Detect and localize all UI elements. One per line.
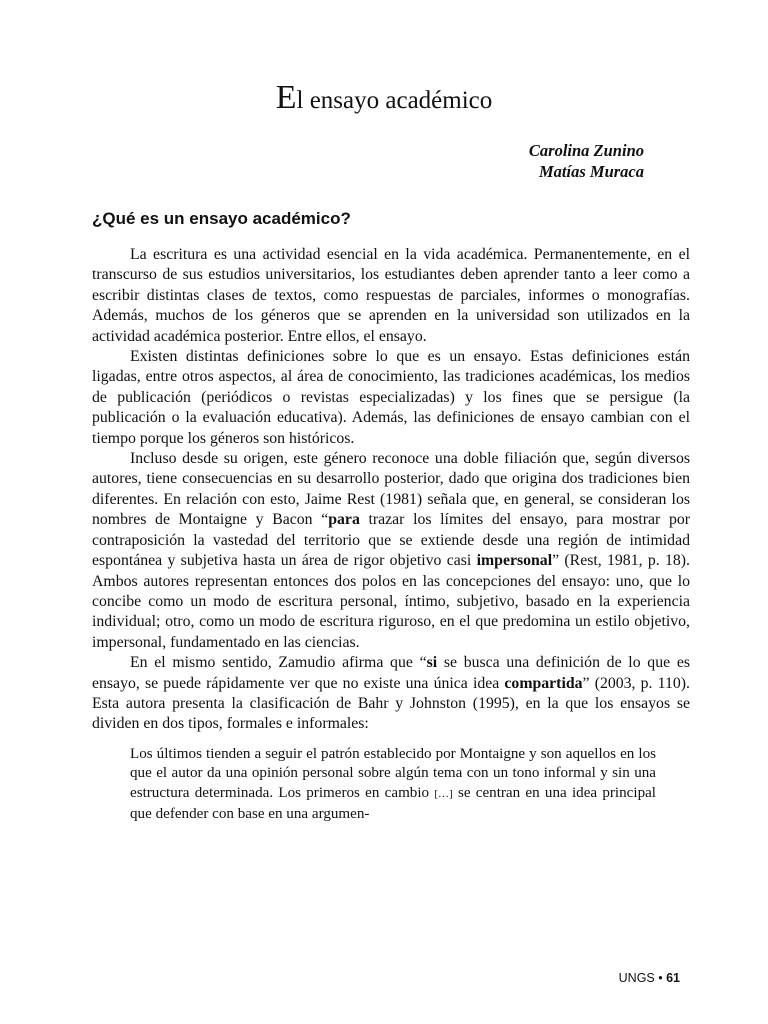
title-initial: E: [275, 79, 297, 116]
author-name: Carolina Zunino: [528, 141, 644, 160]
emphasis: para: [328, 511, 360, 529]
paragraph-3: Incluso desde su origen, este género reconoce una doble filiación que, según diversos autores, tiene consecuencias en su desarrollo posterior, dado que origina dos tradiciones bien diferentes. En relación con esto, Jaime Rest (1981) señala que, en general, se consideran los nombres de Montaigne y Bacon “para trazar los límites del ensayo, para mostrar por contraposición la vastedad del territorio que se extiende desde una región de intimidad espontánea y subjetiva hasta un área de rigor objetivo casi impersonal” (Rest, 1981, p. 18). Ambos autores representan entonces dos polos en las concepciones del ensayo: uno, que lo concibe como un modo de escritura personal, íntimo, subjetivo, basado en la experiencia individual; otro, como un modo de escritura riguroso, en el que predomina un estilo objetivo, impersonal, fundamentado en las ciencias.: [92, 450, 690, 651]
section-heading: ¿Qué es un ensayo académico?: [92, 209, 351, 228]
body-text: [92, 245, 690, 824]
author-name: Matías Muraca: [539, 162, 644, 181]
publisher-name: UNGS: [618, 971, 655, 985]
title-rest: l ensayo académico: [296, 87, 493, 114]
author-list: [529, 140, 644, 182]
emphasis: compartida: [504, 674, 583, 692]
block-quote: Los últimos tienden a seguir el patrón establecido por Montaigne y son aquellos en los que el autor da una opinión personal sobre algún tema con un tono informal y sin una estructura determinada. Los primeros en cambio […] se centran en una idea principal que defender con base en una argumen-: [130, 745, 657, 822]
page-number: 61: [666, 971, 680, 985]
emphasis: impersonal: [476, 552, 553, 570]
elision-mark: […]: [434, 787, 453, 800]
paragraph-4: En el mismo sentido, Zamudio afirma que “si se busca una definición de lo que es ensayo, se puede rápidamente ver que no existe una única idea compartida” (2003, p. 110). Esta autora presenta la clasificación de Bahr y Johnston (1995), en la que los ensayos se dividen en dos tipos, formales e informales:: [92, 654, 690, 733]
page-footer: [619, 970, 680, 986]
paragraph-2: Existen distintas definiciones sobre lo que es un ensayo. Estas definiciones están ligadas, entre otros aspectos, al área de conocimiento, las tradiciones académicas, los medios de publicación (periódicos o revistas especializadas) y los fines que se persigue (la publicación o la evaluación educativa). Además, las definiciones de ensayo cambian con el tiempo porque los géneros son históricos.: [92, 348, 690, 447]
paragraph-1: La escritura es una actividad esencial en la vida académica. Permanentemente, en el transcurso de sus estudios universitarios, los estudiantes deben aprender tanto a leer como a escribir distintas clases de textos, como respuestas de parciales, informes o monografías. Además, muchos de los géneros que se aprenden en la universidad son utilizados en la actividad académica posterior. Entre ellos, el ensayo.: [92, 246, 690, 345]
emphasis: si: [426, 654, 438, 672]
footer-separator: •: [654, 971, 667, 985]
document-title: [0, 80, 768, 119]
